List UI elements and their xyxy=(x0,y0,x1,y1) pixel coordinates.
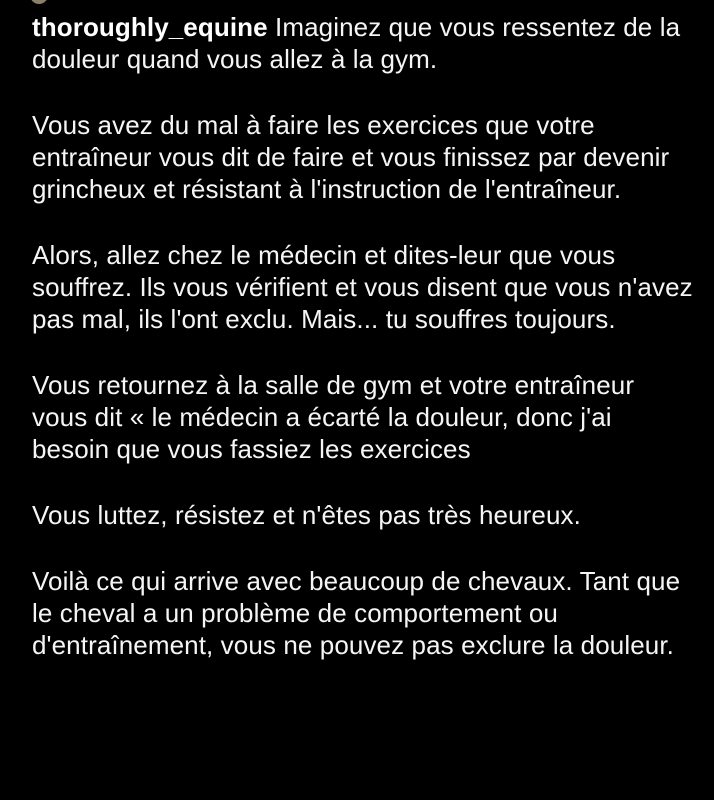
previous-comment-clipped xyxy=(30,0,690,6)
caption-paragraph-2: Vous avez du mal à faire les exercices que votre entraîneur vous dit de faire et vous finissez par devenir grincheux et résistant à l'instruction de l'entraîneur. xyxy=(32,110,670,204)
username-link[interactable]: thoroughly_equine xyxy=(32,12,268,42)
caption-paragraph-1 xyxy=(32,11,696,75)
caption-paragraph-4: Vous retournez à la salle de gym et votre entraîneur vous dit « le médecin a écarté la douleur, donc j'ai besoin que vous fassiez les exercices xyxy=(32,370,635,464)
avatar xyxy=(30,0,48,4)
post-caption xyxy=(32,11,696,695)
caption-paragraph-3: Alors, allez chez le médecin et dites-leur que vous souffrez. Ils vous vérifient et vous disent que vous n'avez pas mal, ils l'ont exclu. Mais... tu souffres toujours. xyxy=(32,240,693,334)
caption-paragraph-5: Vous luttez, résistez et n'êtes pas très heureux. xyxy=(32,500,581,530)
caption-paragraph-6: Voilà ce qui arrive avec beaucoup de chevaux. Tant que le cheval a un problème de comportement ou d'entraînement, vous ne pouvez pas exclure la douleur. xyxy=(32,566,681,660)
caption-text: Imaginez que vous ressentez de la douleur quand vous allez à la gym. xyxy=(32,12,681,74)
